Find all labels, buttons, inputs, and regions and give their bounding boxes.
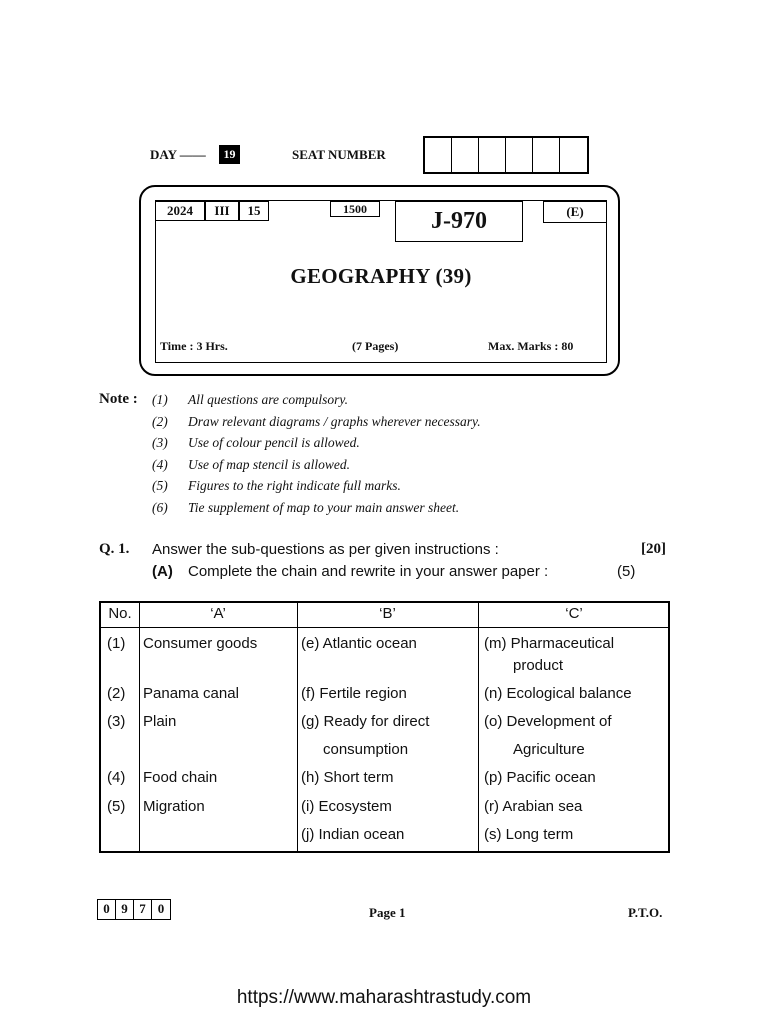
- exam-pages: (7 Pages): [352, 339, 399, 353]
- page-number: Page 1: [369, 905, 406, 920]
- note-number: (2): [152, 413, 168, 429]
- exam-max-marks: Max. Marks : 80: [488, 339, 574, 353]
- seat-number-label: SEAT NUMBER: [292, 147, 386, 162]
- question-number: Q. 1.: [99, 541, 130, 557]
- table-cell-c: (s) Long term: [484, 826, 574, 843]
- table-header-no: No.: [108, 605, 132, 622]
- table-cell-a: Consumer goods: [143, 635, 258, 652]
- note-item: [152, 477, 481, 499]
- note-item: [152, 499, 481, 521]
- note-text: All questions are compulsory.: [188, 392, 348, 407]
- table-header-c: ‘C’: [565, 605, 583, 622]
- match-table: [99, 601, 670, 853]
- note-text: Draw relevant diagrams / graphs wherever necessary.: [188, 413, 481, 429]
- seat-number-box: [479, 138, 506, 172]
- paper-year: 2024: [155, 201, 205, 221]
- table-header-b: ‘B’: [379, 605, 396, 622]
- paper-number-code: 15: [239, 201, 269, 221]
- seat-number-box: [506, 138, 533, 172]
- table-cell-b-continuation: consumption: [323, 741, 409, 758]
- seat-number-box: [560, 138, 587, 172]
- seat-number-boxes: [423, 136, 589, 174]
- note-item: [152, 456, 481, 478]
- table-divider: [297, 603, 298, 851]
- exam-time: Time : 3 Hrs.: [160, 339, 228, 353]
- table-cell-b: (f) Fertile region: [301, 685, 407, 702]
- seat-number-box: [425, 138, 452, 172]
- note-text: Tie supplement of map to your main answer sheet.: [188, 499, 460, 515]
- seat-number-box: [533, 138, 560, 172]
- table-cell-c: (r) Arabian sea: [484, 798, 583, 815]
- table-cell-no: (1): [107, 635, 126, 652]
- table-cell-b: (j) Indian ocean: [301, 826, 405, 843]
- table-cell-c-continuation: product: [513, 657, 564, 674]
- note-item: [152, 413, 481, 435]
- note-number: (6): [152, 499, 168, 515]
- note-text: Figures to the right indicate full marks.: [188, 478, 401, 493]
- table-cell-a: Plain: [143, 713, 177, 730]
- subject-title: GEOGRAPHY (39): [290, 264, 472, 288]
- table-cell-a: Panama canal: [143, 685, 239, 702]
- paper-code-digit: 9: [116, 900, 134, 919]
- note-item: [152, 434, 481, 456]
- paper-code-boxes: [97, 899, 171, 920]
- table-cell-c: (n) Ecological balance: [484, 685, 632, 702]
- question-text: Answer the sub-questions as per given instructions :: [152, 541, 499, 558]
- table-cell-no: (5): [107, 798, 126, 815]
- note-number: (4): [152, 456, 168, 472]
- table-header-a: ‘A’: [210, 605, 226, 622]
- table-cell-a: Migration: [143, 798, 205, 815]
- table-cell-a: Food chain: [143, 769, 218, 786]
- paper-count-code: 1500: [330, 201, 380, 217]
- note-label: Note :: [99, 391, 138, 407]
- paper-code-digit: 0: [98, 900, 116, 919]
- table-cell-c: (m) Pharmaceutical: [484, 635, 615, 652]
- table-divider: [478, 603, 479, 851]
- paper-code: J-970: [395, 201, 523, 242]
- table-cell-no: (2): [107, 685, 126, 702]
- paper-code-digit: 0: [157, 901, 165, 916]
- seat-number-box: [452, 138, 479, 172]
- table-header-divider: [101, 627, 668, 628]
- pto-label: P.T.O.: [628, 905, 663, 920]
- note-number: (5): [152, 478, 168, 493]
- note-item: [152, 391, 481, 413]
- day-label: DAY ——: [150, 147, 206, 162]
- subquestion-text: Complete the chain and rewrite in your answer paper :: [188, 563, 549, 580]
- table-cell-b: (h) Short term: [301, 769, 394, 786]
- table-cell-no: (3): [107, 713, 126, 730]
- note-list: [152, 391, 481, 520]
- table-cell-c-continuation: Agriculture: [513, 741, 585, 758]
- subquestion-marks: (5): [617, 563, 636, 580]
- note-number: (1): [152, 392, 168, 407]
- table-cell-no: (4): [107, 769, 126, 786]
- table-divider: [139, 603, 140, 851]
- table-cell-b: (g) Ready for direct: [301, 713, 430, 730]
- source-url[interactable]: https://www.maharashtrastudy.com: [236, 987, 532, 1008]
- paper-language: (E): [543, 201, 607, 223]
- table-cell-b: (e) Atlantic ocean: [301, 635, 417, 652]
- table-cell-b: (i) Ecosystem: [301, 798, 392, 815]
- table-cell-c: (p) Pacific ocean: [484, 769, 596, 786]
- note-text: Use of map stencil is allowed.: [188, 456, 350, 472]
- note-text: Use of colour pencil is allowed.: [188, 435, 360, 450]
- paper-code-digit: 7: [134, 900, 152, 919]
- note-number: (3): [152, 435, 168, 450]
- question-marks: [20]: [641, 541, 666, 557]
- table-cell-c: (o) Development of: [484, 713, 612, 730]
- subquestion-label: (A): [152, 563, 173, 580]
- paper-roman-code: III: [205, 201, 239, 221]
- day-value: 19: [219, 145, 240, 164]
